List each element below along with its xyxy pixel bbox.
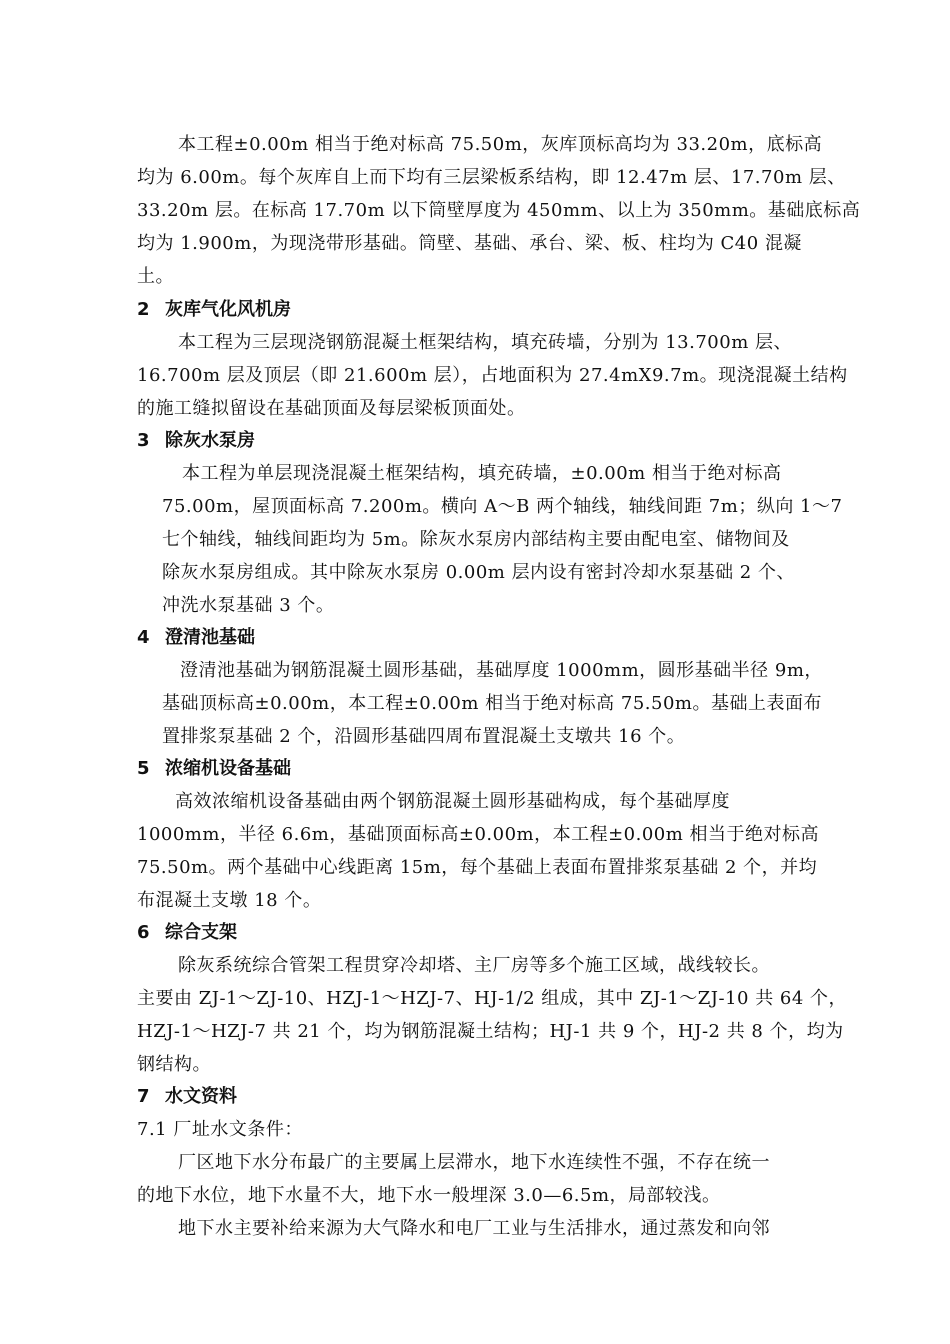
section-number: 5 bbox=[137, 758, 150, 779]
paragraph-line: 除灰水泵房组成。其中除灰水泵房 0.00m 层内设有密封冷却水泵基础 2 个、 bbox=[162, 562, 795, 583]
paragraph-line: 75.00m，屋顶面标高 7.200m。横向 A～B 两个轴线，轴线间距 7m；纵向 1～7 bbox=[162, 496, 843, 517]
section-heading bbox=[137, 429, 255, 453]
paragraph-line: 置排浆泵基础 2 个，沿圆形基础四周布置混凝土支墩共 16 个。 bbox=[162, 726, 686, 747]
paragraph-line: 除灰系统综合管架工程贯穿冷却塔、主厂房等多个施工区域，战线较长。 bbox=[178, 955, 770, 976]
section-heading bbox=[137, 921, 237, 945]
paragraph-line: 本工程为三层现浇钢筋混凝土框架结构，填充砖墙，分别为 13.700m 层、 bbox=[178, 332, 792, 353]
section-heading bbox=[137, 757, 291, 781]
paragraph-line: 33.20m 层。在标高 17.70m 以下筒壁厚度为 450mm、以上为 350mm。基础底标高 bbox=[137, 200, 861, 221]
paragraph-line: 本工程±0.00m 相当于绝对标高 75.50m，灰库顶标高均为 33.20m，底标高 bbox=[178, 134, 823, 155]
section-heading bbox=[137, 626, 255, 650]
section-title: 综合支架 bbox=[165, 922, 237, 943]
section-title: 灰库气化风机房 bbox=[165, 299, 291, 320]
paragraph-line: 厂区地下水分布最广的主要属上层滞水，地下水连续性不强，不存在统一 bbox=[178, 1152, 770, 1173]
section-heading bbox=[137, 298, 291, 322]
section-title: 澄清池基础 bbox=[165, 627, 255, 648]
section-title: 水文资料 bbox=[165, 1086, 237, 1107]
section-number: 4 bbox=[137, 627, 150, 648]
section-number: 6 bbox=[137, 922, 150, 943]
paragraph-line: 冲洗水泵基础 3 个。 bbox=[162, 595, 335, 616]
paragraph-line: 七个轴线，轴线间距均为 5m。除灰水泵房内部结构主要由配电室、储物间及 bbox=[162, 529, 790, 550]
paragraph-line: 均为 6.00m。每个灰库自上而下均有三层梁板系结构，即 12.47m 层、17.70m 层、 bbox=[137, 167, 846, 188]
paragraph-line: 澄清池基础为钢筋混凝土圆形基础，基础厚度 1000mm，圆形基础半径 9m， bbox=[180, 660, 823, 681]
paragraph-line: 75.50m。两个基础中心线距离 15m，每个基础上表面布置排浆泵基础 2 个，并均 bbox=[137, 857, 818, 878]
section-title: 浓缩机设备基础 bbox=[165, 758, 291, 779]
paragraph-line: 16.700m 层及顶层（即 21.600m 层），占地面积为 27.4mX9.7m。现浇混凝土结构 bbox=[137, 365, 848, 386]
paragraph-line: 基础顶标高±0.00m，本工程±0.00m 相当于绝对标高 75.50m。基础上表面布 bbox=[162, 693, 822, 714]
paragraph-line: 布混凝土支墩 18 个。 bbox=[137, 890, 322, 911]
sub-heading: 7.1 厂址水文条件： bbox=[137, 1119, 303, 1140]
paragraph-line: 均为 1.900m，为现浇带形基础。筒壁、基础、承台、梁、板、柱均为 C40 混凝 bbox=[137, 233, 802, 254]
paragraph-line: 主要由 ZJ-1～ZJ-10、HZJ-1～HZJ-7、HJ-1/2 组成，其中 ZJ-1～ZJ-10 共 64 个， bbox=[137, 988, 848, 1009]
paragraph-line: 钢结构。 bbox=[137, 1054, 211, 1075]
section-number: 3 bbox=[137, 430, 150, 451]
paragraph-line: 地下水主要补给来源为大气降水和电厂工业与生活排水，通过蒸发和向邻 bbox=[178, 1218, 770, 1239]
section-number: 2 bbox=[137, 299, 150, 320]
paragraph-line: 的施工缝拟留设在基础顶面及每层梁板顶面处。 bbox=[137, 398, 526, 419]
paragraph-line: HZJ-1～HZJ-7 共 21 个，均为钢筋混凝土结构；HJ-1 共 9 个，HJ-2 共 8 个，均为 bbox=[137, 1021, 844, 1042]
section-number: 7 bbox=[137, 1086, 150, 1107]
paragraph-line: 1000mm，半径 6.6m，基础顶面标高±0.00m，本工程±0.00m 相当于绝对标高 bbox=[137, 824, 820, 845]
paragraph-line: 的地下水位，地下水量不大，地下水一般埋深 3.0—6.5m，局部较浅。 bbox=[137, 1185, 721, 1206]
section-title: 除灰水泵房 bbox=[165, 430, 255, 451]
paragraph-line: 高效浓缩机设备基础由两个钢筋混凝土圆形基础构成，每个基础厚度 bbox=[175, 791, 730, 812]
paragraph-line: 土。 bbox=[137, 266, 174, 287]
section-heading bbox=[137, 1085, 237, 1109]
paragraph-line: 本工程为单层现浇混凝土框架结构，填充砖墙，±0.00m 相当于绝对标高 bbox=[182, 463, 782, 484]
